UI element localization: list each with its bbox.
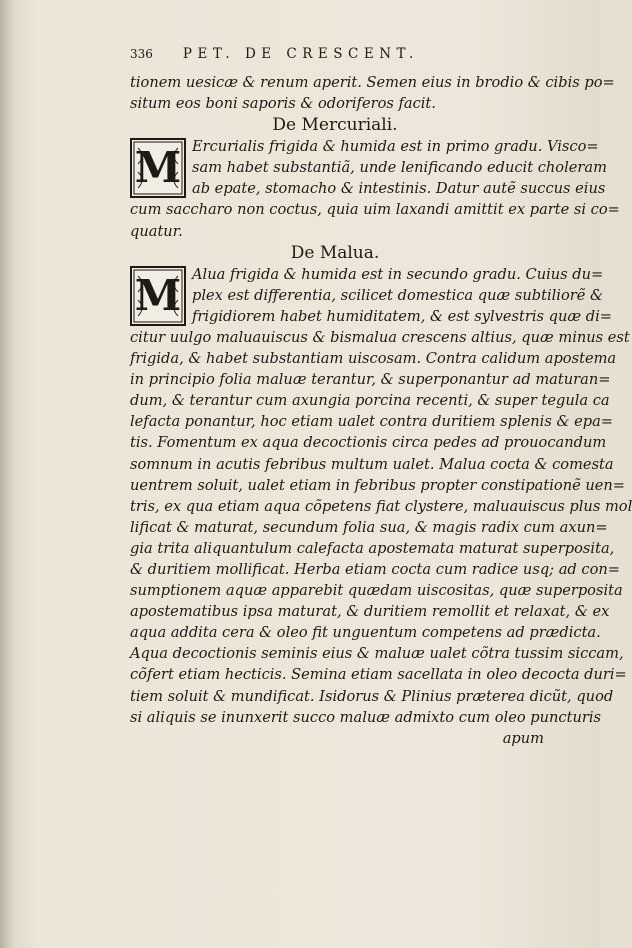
text-line: lificat & maturat, secundum folia sua, & magis radix cum axun=	[130, 518, 608, 536]
text-line: Alua frigida & humida est in secundo gradu. Cuius du=	[192, 265, 604, 283]
text-line: somnum in acutis febribus multum ualet. Malua cocta & comesta	[130, 455, 614, 473]
page-gutter-shadow	[0, 0, 14, 948]
decorated-initial	[130, 138, 186, 198]
text-line: ab epate, stomacho & intestinis. Datur autẽ succus eius	[192, 180, 606, 198]
running-title: PET. DE CRESCENT.	[182, 46, 419, 62]
text-block	[130, 44, 632, 749]
running-header	[130, 44, 570, 68]
section-heading-mercurialis: De Mercuriali.	[272, 115, 398, 136]
text-line: quatur.	[130, 222, 183, 240]
folio-number: 336	[130, 47, 153, 61]
initial-letter: M	[134, 143, 182, 193]
text-line: frigidiorem habet humiditatem, & est sylvestris quæ di=	[192, 307, 613, 325]
text-line: si aliquis se inunxerit succo maluæ admixto cum oleo puncturis	[130, 708, 601, 726]
text-line: uentrem soluit, ualet etiam in febribus propter constipationẽ uen=	[130, 476, 626, 494]
initial-letter: M	[134, 270, 182, 320]
text-line: Ercurialis frigida & humida est in primo gradu. Visco=	[192, 138, 599, 156]
text-line: apostematibus ipsa maturat, & duritiem remollit et relaxat, & ex	[130, 603, 610, 621]
section-heading-malua: De Malua.	[290, 242, 380, 263]
text-line: sumptionem aquæ apparebit quædam uiscositas, quæ superposita	[130, 582, 623, 600]
text-line: lefacta ponantur, hoc etiam ualet contra duritiem splenis & epa=	[130, 413, 614, 431]
text-line: tris, ex qua etiam aqua cõpetens fiat clystere, maluauiscus plus mol	[130, 497, 632, 515]
text-line: sam habet substantiã, unde lenificando educit choleram	[192, 159, 607, 177]
text-line: & duritiem mollificat. Herba etiam cocta cum radice usq; ad con=	[130, 560, 620, 578]
section-mercurialis	[130, 136, 607, 199]
text-line: dum, & terantur cum axungia porcina recenti, & super tegula ca	[130, 392, 610, 410]
text-line: tionem uesicæ & renum aperit. Semen eius in brodio & cibis po=	[130, 74, 615, 91]
text-line: Aqua decoctionis seminis eius & maluæ ualet cõtra tussim siccam,	[130, 645, 624, 663]
text-line: gia trita aliquantulum calefacta apostemata maturat superposita,	[130, 539, 615, 557]
text-line: cõfert etiam hecticis. Semina etiam sacellata in oleo decocta duri=	[130, 666, 627, 684]
text-line: tiem soluit & mundificat. Isidorus & Plinius præterea dicũt, quod	[130, 687, 614, 705]
catchword: apum	[502, 729, 544, 747]
section-malua	[130, 264, 613, 327]
text-line: tis. Fomentum ex aqua decoctionis circa pedes ad prouocandum	[130, 434, 607, 452]
decorated-initial	[130, 266, 186, 326]
text-line: aqua addita cera & oleo fit unguentum competens ad prædicta.	[130, 624, 601, 642]
text-line: situm eos boni saporis & odoriferos facit.	[130, 95, 436, 113]
text-line: in principio folia maluæ terantur, & superponantur ad maturan=	[130, 371, 611, 389]
text-line: cum saccharo non coctus, quia uim laxandi amittit ex parte si co=	[130, 201, 620, 219]
text-line: citur uulgo maluauiscus & bismalua crescens altius, quæ minus est	[130, 328, 630, 346]
text-line: plex est differentia, scilicet domestica quæ subtiliorẽ &	[192, 286, 603, 304]
text-line: frigida, & habet substantiam uiscosam. Contra calidum apostema	[130, 350, 617, 368]
